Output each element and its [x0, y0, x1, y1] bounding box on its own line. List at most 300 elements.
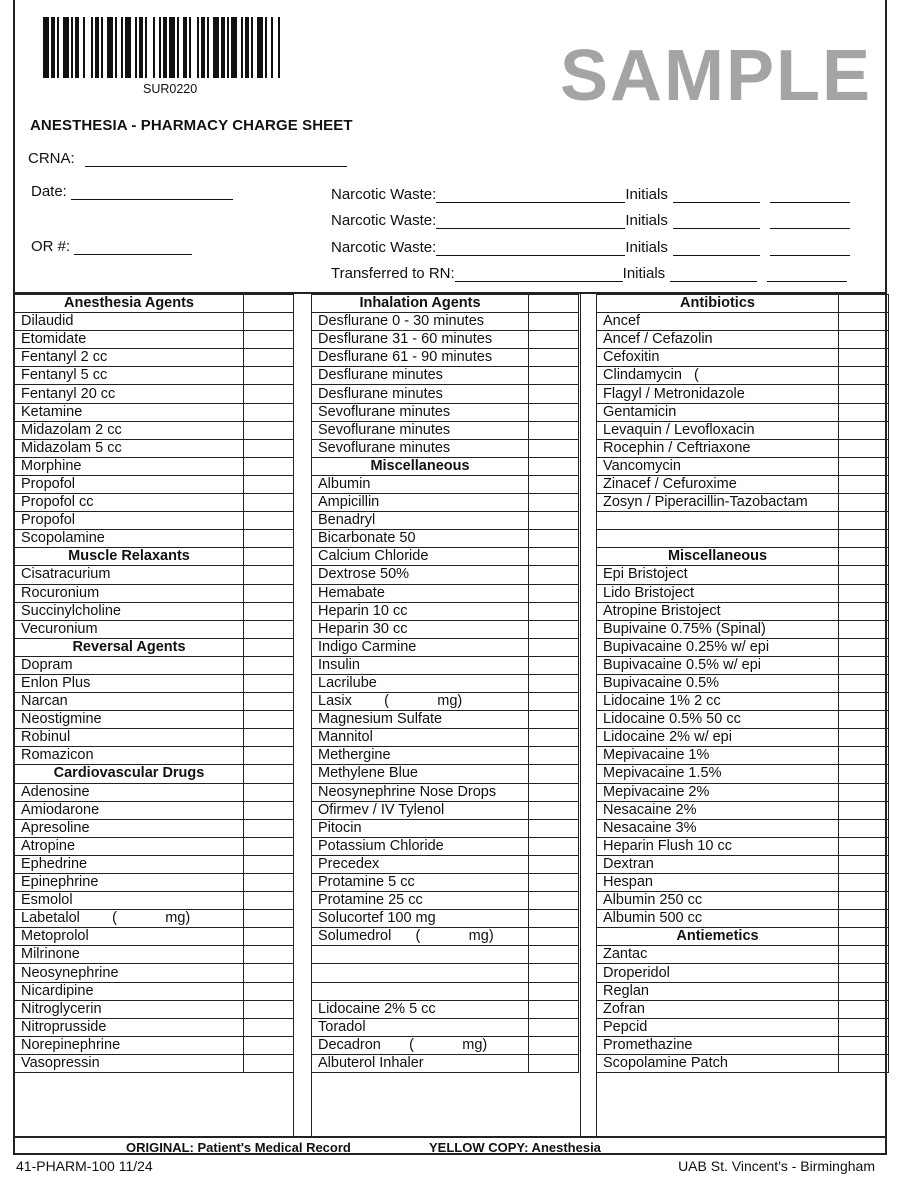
drug-name: Albuterol Inhaler — [312, 1054, 529, 1072]
quantity-cell[interactable] — [244, 1000, 294, 1018]
drug-name: Albumin 250 cc — [597, 892, 839, 910]
table-row — [15, 783, 294, 801]
quantity-cell[interactable] — [244, 819, 294, 837]
drug-name: Lidocaine 1% 2 cc — [597, 693, 839, 711]
drug-name: Lacrilube — [312, 674, 529, 692]
quantity-cell[interactable] — [529, 403, 579, 421]
drug-name: Propofol cc — [15, 494, 244, 512]
table-row — [597, 656, 889, 674]
drug-name: Nesacaine 3% — [597, 819, 839, 837]
quantity-cell[interactable] — [244, 512, 294, 530]
quantity-cell[interactable] — [244, 892, 294, 910]
quantity-cell[interactable] — [839, 674, 889, 692]
drug-name: Fentanyl 2 cc — [15, 349, 244, 367]
barcode-text: SUR0220 — [143, 82, 198, 96]
barcode-image — [43, 17, 286, 78]
quantity-cell[interactable] — [839, 982, 889, 1000]
table-row — [312, 729, 579, 747]
quantity-cell[interactable] — [529, 711, 579, 729]
table-row — [15, 367, 294, 385]
waste-amount-line[interactable] — [455, 267, 623, 282]
drug-name: Lidocaine 2% w/ epi — [597, 729, 839, 747]
table-row — [15, 1018, 294, 1036]
table-row — [597, 385, 889, 403]
quantity-cell[interactable] — [839, 892, 889, 910]
drug-name: Pitocin — [312, 819, 529, 837]
drug-name: Midazolam 2 cc — [15, 421, 244, 439]
table-row — [15, 819, 294, 837]
drug-name: Nitroglycerin — [15, 1000, 244, 1018]
drug-name — [312, 964, 529, 982]
quantity-cell[interactable] — [529, 566, 579, 584]
initials-line-1[interactable] — [673, 214, 760, 229]
drug-name: Protamine 25 cc — [312, 892, 529, 910]
section-header-row — [312, 295, 579, 313]
quantity-cell[interactable] — [839, 403, 889, 421]
quantity-cell[interactable] — [529, 620, 579, 638]
initials-line-1[interactable] — [670, 267, 757, 282]
quantity-cell[interactable] — [839, 548, 889, 566]
date-field[interactable] — [31, 183, 233, 200]
initials-line-2[interactable] — [767, 267, 847, 282]
table-row — [15, 693, 294, 711]
quantity-cell[interactable] — [244, 421, 294, 439]
quantity-cell[interactable] — [244, 349, 294, 367]
quantity-cell[interactable] — [839, 837, 889, 855]
quantity-cell[interactable] — [529, 819, 579, 837]
quantity-cell[interactable] — [529, 548, 579, 566]
drug-name: Scopolamine Patch — [597, 1054, 839, 1072]
quantity-cell[interactable] — [244, 656, 294, 674]
drug-name — [597, 530, 839, 548]
quantity-cell[interactable] — [529, 367, 579, 385]
drug-name: Levaquin / Levofloxacin — [597, 421, 839, 439]
waste-amount-line[interactable] — [436, 241, 625, 256]
table-row — [597, 1036, 889, 1054]
quantity-cell[interactable] — [529, 494, 579, 512]
quantity-cell[interactable] — [244, 475, 294, 493]
table-row — [312, 711, 579, 729]
table-row — [312, 638, 579, 656]
table-row — [597, 1018, 889, 1036]
quantity-cell[interactable] — [529, 331, 579, 349]
waste-amount-line[interactable] — [436, 214, 625, 229]
drug-name: Magnesium Sulfate — [312, 711, 529, 729]
quantity-cell[interactable] — [529, 765, 579, 783]
table-row — [597, 1000, 889, 1018]
table-row — [597, 584, 889, 602]
quantity-cell[interactable] — [244, 837, 294, 855]
quantity-cell[interactable] — [839, 494, 889, 512]
quantity-cell[interactable] — [244, 801, 294, 819]
quantity-cell[interactable] — [244, 1054, 294, 1072]
drug-name: Indigo Carmine — [312, 638, 529, 656]
form-number: 41-PHARM-100 11/24 — [16, 1158, 153, 1174]
quantity-cell[interactable] — [529, 874, 579, 892]
table-row — [597, 874, 889, 892]
drug-name: Sevoflurane minutes — [312, 403, 529, 421]
section-header: Cardiovascular Drugs — [15, 765, 244, 783]
quantity-cell[interactable] — [839, 331, 889, 349]
quantity-cell[interactable] — [244, 530, 294, 548]
quantity-cell[interactable] — [529, 349, 579, 367]
quantity-cell[interactable] — [839, 765, 889, 783]
drug-name: Heparin 10 cc — [312, 602, 529, 620]
table-row — [312, 602, 579, 620]
initials-label: Initials — [625, 186, 668, 203]
waste-row-label: Narcotic Waste: — [331, 238, 437, 256]
table-row — [312, 674, 579, 692]
drug-name: Methylene Blue — [312, 765, 529, 783]
drug-name: Rocephin / Ceftriaxone — [597, 439, 839, 457]
quantity-cell[interactable] — [529, 783, 579, 801]
quantity-cell[interactable] — [529, 928, 579, 946]
drug-name: Zosyn / Piperacillin-Tazobactam — [597, 494, 839, 512]
quantity-cell[interactable] — [244, 385, 294, 403]
quantity-cell[interactable] — [244, 566, 294, 584]
table-row — [312, 349, 579, 367]
quantity-cell[interactable] — [244, 367, 294, 385]
drug-name: Mannitol — [312, 729, 529, 747]
drug-name: Clindamycin ( — [597, 367, 839, 385]
quantity-cell[interactable] — [529, 295, 579, 313]
quantity-cell[interactable] — [529, 584, 579, 602]
initials-line-1[interactable] — [673, 241, 760, 256]
drug-name: Nitroprusside — [15, 1018, 244, 1036]
section-header-row — [597, 548, 889, 566]
quantity-cell[interactable] — [244, 457, 294, 475]
quantity-cell[interactable] — [244, 910, 294, 928]
table-row — [312, 946, 579, 964]
quantity-cell[interactable] — [244, 729, 294, 747]
quantity-cell[interactable] — [839, 512, 889, 530]
table-row — [312, 530, 579, 548]
quantity-cell[interactable] — [529, 1018, 579, 1036]
table-row — [597, 819, 889, 837]
initials-line-2[interactable] — [770, 188, 850, 203]
quantity-cell[interactable] — [244, 602, 294, 620]
quantity-cell[interactable] — [244, 765, 294, 783]
quantity-cell[interactable] — [529, 693, 579, 711]
table-row — [15, 602, 294, 620]
quantity-cell[interactable] — [839, 801, 889, 819]
table-row — [312, 1018, 579, 1036]
quantity-cell[interactable] — [839, 729, 889, 747]
table-row — [15, 530, 294, 548]
quantity-cell[interactable] — [839, 928, 889, 946]
table-row — [597, 421, 889, 439]
quantity-cell[interactable] — [839, 1000, 889, 1018]
section-header-row — [597, 295, 889, 313]
table-row — [312, 892, 579, 910]
table-row — [597, 765, 889, 783]
waste-row-label: Narcotic Waste: — [331, 212, 437, 230]
table-row — [597, 367, 889, 385]
table-row — [312, 855, 579, 873]
narcotic-waste-row[interactable] — [331, 239, 850, 256]
narcotic-waste-row[interactable] — [331, 212, 850, 229]
quantity-cell[interactable] — [529, 457, 579, 475]
quantity-cell[interactable] — [244, 946, 294, 964]
quantity-cell[interactable] — [529, 729, 579, 747]
initials-line-2[interactable] — [770, 241, 850, 256]
quantity-cell[interactable] — [244, 1018, 294, 1036]
quantity-cell[interactable] — [244, 855, 294, 873]
table-row — [312, 801, 579, 819]
table-row — [597, 475, 889, 493]
table-row — [15, 910, 294, 928]
quantity-cell[interactable] — [839, 367, 889, 385]
drug-name: Lidocaine 2% 5 cc — [312, 1000, 529, 1018]
table-row — [312, 747, 579, 765]
quantity-cell[interactable] — [244, 331, 294, 349]
drug-name: Propofol — [15, 512, 244, 530]
drug-name: Dextrose 50% — [312, 566, 529, 584]
table-row — [15, 331, 294, 349]
drug-name: Ofirmev / IV Tylenol — [312, 801, 529, 819]
drug-name: Zofran — [597, 1000, 839, 1018]
column-divider — [580, 294, 581, 1138]
drug-name: Rocuronium — [15, 584, 244, 602]
initials-line-1[interactable] — [673, 188, 760, 203]
table-row — [15, 566, 294, 584]
drug-name: Romazicon — [15, 747, 244, 765]
table-row — [15, 801, 294, 819]
table-row — [15, 656, 294, 674]
barcode-bar — [280, 17, 286, 78]
initials-line-2[interactable] — [770, 214, 850, 229]
quantity-cell[interactable] — [839, 313, 889, 331]
drug-name: Amiodarone — [15, 801, 244, 819]
drug-name: Fentanyl 5 cc — [15, 367, 244, 385]
initials-label: Initials — [625, 238, 668, 256]
table-row — [312, 656, 579, 674]
sample-watermark: SAMPLE — [560, 36, 873, 116]
quantity-cell[interactable] — [839, 584, 889, 602]
table-row — [597, 349, 889, 367]
quantity-cell[interactable] — [839, 946, 889, 964]
quantity-cell[interactable] — [529, 837, 579, 855]
drug-table — [14, 294, 294, 1073]
table-row — [597, 1054, 889, 1072]
drug-name: Zantac — [597, 946, 839, 964]
narcotic-waste-row[interactable] — [331, 186, 850, 203]
drug-name: Narcan — [15, 693, 244, 711]
table-row — [597, 946, 889, 964]
quantity-cell[interactable] — [839, 475, 889, 493]
table-row — [312, 819, 579, 837]
drug-name: Bupivacaine 0.25% w/ epi — [597, 638, 839, 656]
quantity-cell[interactable] — [244, 439, 294, 457]
quantity-cell[interactable] — [529, 1036, 579, 1054]
quantity-cell[interactable] — [839, 1036, 889, 1054]
quantity-cell[interactable] — [244, 584, 294, 602]
table-row — [15, 385, 294, 403]
table-row — [15, 1000, 294, 1018]
quantity-cell[interactable] — [529, 421, 579, 439]
quantity-cell[interactable] — [529, 910, 579, 928]
drug-name: Morphine — [15, 457, 244, 475]
quantity-cell[interactable] — [839, 638, 889, 656]
quantity-cell[interactable] — [529, 964, 579, 982]
quantity-cell[interactable] — [839, 855, 889, 873]
quantity-cell[interactable] — [529, 602, 579, 620]
drug-name: Fentanyl 20 cc — [15, 385, 244, 403]
quantity-cell[interactable] — [244, 313, 294, 331]
quantity-cell[interactable] — [244, 964, 294, 982]
drug-name: Heparin Flush 10 cc — [597, 837, 839, 855]
quantity-cell[interactable] — [839, 457, 889, 475]
quantity-cell[interactable] — [839, 1054, 889, 1072]
quantity-cell[interactable] — [529, 801, 579, 819]
quantity-cell[interactable] — [529, 855, 579, 873]
quantity-cell[interactable] — [529, 946, 579, 964]
quantity-cell[interactable] — [839, 439, 889, 457]
drug-name: Calcium Chloride — [312, 548, 529, 566]
table-row — [597, 602, 889, 620]
drug-name: Sevoflurane minutes — [312, 421, 529, 439]
quantity-cell[interactable] — [839, 783, 889, 801]
quantity-cell[interactable] — [244, 711, 294, 729]
drug-name: Zinacef / Cefuroxime — [597, 475, 839, 493]
table-row — [15, 729, 294, 747]
quantity-cell[interactable] — [529, 674, 579, 692]
crna-input-line[interactable] — [85, 152, 347, 167]
table-row — [15, 855, 294, 873]
quantity-cell[interactable] — [529, 475, 579, 493]
quantity-cell[interactable] — [839, 819, 889, 837]
table-row — [597, 783, 889, 801]
quantity-cell[interactable] — [839, 530, 889, 548]
quantity-cell[interactable] — [244, 494, 294, 512]
quantity-cell[interactable] — [839, 964, 889, 982]
facility-name: UAB St. Vincent's - Birmingham — [678, 1158, 875, 1174]
quantity-cell[interactable] — [244, 620, 294, 638]
yellow-copy-note: YELLOW COPY: Anesthesia — [429, 1140, 601, 1155]
quantity-cell[interactable] — [839, 295, 889, 313]
table-row — [597, 457, 889, 475]
quantity-cell[interactable] — [839, 385, 889, 403]
table-row — [597, 711, 889, 729]
drug-name: Bupivacaine 0.5% w/ epi — [597, 656, 839, 674]
quantity-cell[interactable] — [839, 602, 889, 620]
or-number-input-line[interactable] — [74, 240, 192, 255]
quantity-cell[interactable] — [529, 1000, 579, 1018]
column-divider — [596, 294, 597, 1138]
quantity-cell[interactable] — [244, 783, 294, 801]
table-row — [597, 620, 889, 638]
drug-name: Epi Bristoject — [597, 566, 839, 584]
quantity-cell[interactable] — [839, 711, 889, 729]
drug-name: Desflurane 0 - 30 minutes — [312, 313, 529, 331]
drug-name: Benadryl — [312, 512, 529, 530]
table-row — [312, 964, 579, 982]
quantity-cell[interactable] — [244, 295, 294, 313]
table-row — [597, 313, 889, 331]
table-row — [597, 747, 889, 765]
drug-name: Adenosine — [15, 783, 244, 801]
quantity-cell[interactable] — [244, 874, 294, 892]
table-row — [312, 512, 579, 530]
date-input-line[interactable] — [71, 185, 233, 200]
table-row — [597, 439, 889, 457]
section-header-row — [15, 548, 294, 566]
quantity-cell[interactable] — [529, 439, 579, 457]
quantity-cell[interactable] — [244, 403, 294, 421]
table-row — [597, 331, 889, 349]
table-row — [15, 1054, 294, 1072]
quantity-cell[interactable] — [839, 620, 889, 638]
section-header-row — [15, 638, 294, 656]
waste-amount-line[interactable] — [436, 188, 625, 203]
drug-name: Norepinephrine — [15, 1036, 244, 1054]
drug-name: Dilaudid — [15, 313, 244, 331]
drug-name: Vasopressin — [15, 1054, 244, 1072]
quantity-cell[interactable] — [529, 530, 579, 548]
quantity-cell[interactable] — [244, 548, 294, 566]
quantity-cell[interactable] — [839, 910, 889, 928]
drug-name: Dextran — [597, 855, 839, 873]
quantity-cell[interactable] — [244, 674, 294, 692]
or-number-field[interactable] — [31, 238, 192, 255]
table-row — [312, 385, 579, 403]
quantity-cell[interactable] — [529, 313, 579, 331]
drug-name: Mepivacaine 1% — [597, 747, 839, 765]
quantity-cell[interactable] — [839, 1018, 889, 1036]
quantity-cell[interactable] — [839, 566, 889, 584]
table-row — [15, 620, 294, 638]
drug-name: Precedex — [312, 855, 529, 873]
waste-row-label: Narcotic Waste: — [331, 186, 437, 203]
quantity-cell[interactable] — [529, 747, 579, 765]
drug-name: Robinul — [15, 729, 244, 747]
drug-name: Milrinone — [15, 946, 244, 964]
quantity-cell[interactable] — [244, 982, 294, 1000]
quantity-cell[interactable] — [244, 638, 294, 656]
narcotic-waste-row[interactable] — [331, 265, 847, 282]
drug-name: Promethazine — [597, 1036, 839, 1054]
table-row — [312, 367, 579, 385]
quantity-cell[interactable] — [529, 385, 579, 403]
form-title: ANESTHESIA - PHARMACY CHARGE SHEET — [30, 117, 353, 134]
quantity-cell[interactable] — [244, 747, 294, 765]
quantity-cell[interactable] — [839, 421, 889, 439]
quantity-cell[interactable] — [244, 693, 294, 711]
quantity-cell[interactable] — [529, 638, 579, 656]
quantity-cell[interactable] — [529, 982, 579, 1000]
quantity-cell[interactable] — [529, 892, 579, 910]
drug-name: Nesacaine 2% — [597, 801, 839, 819]
table-row — [312, 693, 579, 711]
quantity-cell[interactable] — [244, 928, 294, 946]
quantity-cell[interactable] — [839, 656, 889, 674]
drug-name: Desflurane 61 - 90 minutes — [312, 349, 529, 367]
table-row — [15, 584, 294, 602]
table-row — [312, 421, 579, 439]
quantity-cell[interactable] — [244, 1036, 294, 1054]
quantity-cell[interactable] — [839, 349, 889, 367]
quantity-cell[interactable] — [529, 1054, 579, 1072]
quantity-cell[interactable] — [839, 693, 889, 711]
quantity-cell[interactable] — [839, 874, 889, 892]
quantity-cell[interactable] — [529, 512, 579, 530]
quantity-cell[interactable] — [839, 747, 889, 765]
drug-name: Midazolam 5 cc — [15, 439, 244, 457]
drug-name: Bupivaine 0.75% (Spinal) — [597, 620, 839, 638]
table-row — [15, 403, 294, 421]
crna-field[interactable] — [28, 150, 347, 167]
quantity-cell[interactable] — [529, 656, 579, 674]
